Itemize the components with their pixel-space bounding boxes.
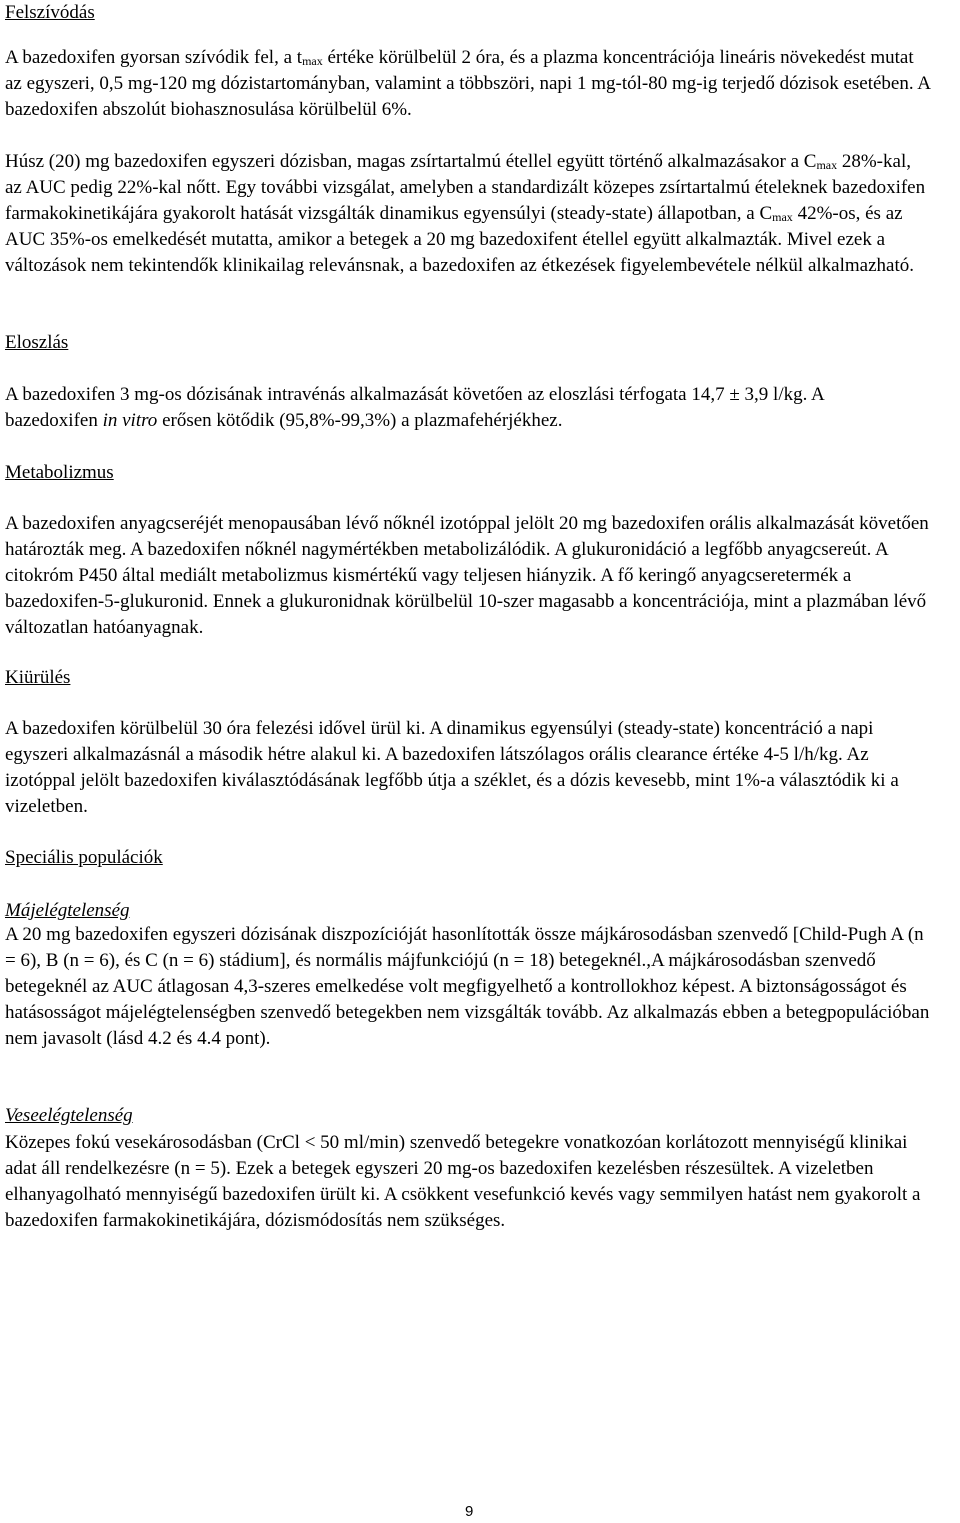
distribution-text-b: erősen kötődik (95,8%-99,3%) a plazmafehérjékhez. [157, 410, 563, 431]
cmax-subscript-2: max [772, 210, 793, 224]
absorption-paragraph-1 [5, 45, 930, 123]
heading-distribution: Eloszlás [5, 332, 69, 353]
distribution-text-a: A bazedoxifen 3 mg-os dózisának intravénás alkalmazását követően az eloszlási térfogata 14,7 ± 3,9 l/kg. A bazedoxifen [5, 384, 824, 431]
absorption-p1-text-b: értéke körülbelül 2 óra, és a plazma koncentrációja lineáris növekedést mutat az egyszeri, 0,5 mg-120 mg dózistartományban, valamint a többszöri, napi 1 mg-tól-80 mg-ig terjedő dózisok esetében. A bazedoxifen abszolút biohasznosulása körülbelül 6%. [5, 47, 930, 120]
metabolism-paragraph: A bazedoxifen anyagcseréjét menopausában lévő nőknél izotóppal jelölt 20 mg bazedoxifen orális alkalmazását követően határozták meg. A bazedoxifen nőknél nagymértékben metabolizálódik. A glukuronidáció a legfőbb anyagcsereút. A citokróm P450 által mediált metabolizmus kismértékű vagy teljesen hiányzik. A fő keringő anyagcseretermék a bazedoxifen-5-glukuronid. Ennek a glukuronidnak körülbelül 10-szer magasabb a koncentrációja, mint a plazmában lévő változatlan hatóanyagnak. [5, 513, 929, 638]
distribution-paragraph [5, 382, 865, 434]
subheading-renal: Veseelégtelenség [5, 1105, 133, 1126]
cmax-subscript-1: max [816, 158, 838, 172]
absorption-p2-text-a: Húsz (20) mg bazedoxifen egyszeri dózisban, magas zsírtartalmú étellel együtt történő alkalmazásakor a C [5, 151, 817, 172]
tmax-subscript: max [302, 54, 323, 68]
page-number: 9 [465, 1503, 474, 1520]
renal-paragraph: Közepes fokú vesekárosodásban (CrCl < 50 ml/min) szenvedő betegekre vonatkozóan korlátozott mennyiségű klinikai adat áll rendelkezésre (n = 5). Ezek a betegek egyszeri 20 mg-os bazedoxifen kezelésben részesültek. A vizeletben elhanyagolható mennyiségű bazedoxifen ürült ki. A csökkent vesefunkció kevés vagy semmilyen hatást nem gyakorolt a bazedoxifen farmakokinetikájára, dózismódosítás nem szükséges. [5, 1132, 921, 1231]
absorption-p2-text-c: 42%-os, és az AUC 35%-os emelkedését mutatta, amikor a betegek a 20 mg bazedoxifent étellel együtt alkalmazták. Mivel ezek a változások nem tekintendők klinikailag relevánsnak, a bazedoxifen az étkezések figyelembevétele nélkül alkalmazható. [5, 203, 914, 276]
heading-absorption: Felszívódás [5, 2, 95, 23]
in-vitro-italic: in vitro [102, 410, 158, 431]
heading-metabolism: Metabolizmus [5, 462, 114, 483]
hepatic-paragraph: A 20 mg bazedoxifen egyszeri dózisának diszpozícióját hasonlították össze májkárosodásban szenvedő [Child-Pugh A (n = 6), B (n = 6), és C (n = 6) stádium], és normális májfunkciójú (n = 18) betegeknél.,A májkárosodásban szenvedő betegeknél az AUC átlagosan 4,3-szeres emelkedése volt megfigyelhető a kontrollokhoz képest. A biztonságosságot és hatásosságot májelégtelenségben szenvedő betegekben nem vizsgálták tovább. Az alkalmazás ebben a betegpopulációban nem javasolt (lásd 4.2 és 4.4 pont). [5, 924, 930, 1049]
heading-special-populations: Speciális populációk [5, 847, 163, 868]
subheading-hepatic: Májelégtelenség [5, 900, 130, 921]
absorption-p2-text-b: 28%-kal, az AUC pedig 22%-kal nőtt. Egy további vizsgálat, amelyben a standardizált közepes zsírtartalmú ételeknek bazedoxifen farmakokinetikájára gyakorolt hatását vizsgálták dinamikus egyensúlyi (steady-state) állapotban, a C [5, 151, 926, 224]
absorption-p1-text-a: A bazedoxifen gyorsan szívódik fel, a t [5, 47, 303, 68]
absorption-paragraph-2 [5, 149, 930, 279]
elimination-paragraph: A bazedoxifen körülbelül 30 óra felezési idővel ürül ki. A dinamikus egyensúlyi (steady-state) koncentráció a napi egyszeri alkalmazásnál a második hétre alakul ki. A bazedoxifen látszólagos orális clearance értéke 4-5 l/h/kg. Az izotóppal jelölt bazedoxifen kiválasztódásának legfőbb útja a széklet, és a dózis kevesebb, mint 1%-a választódik ki a vizeletben. [5, 718, 899, 817]
heading-elimination: Kiürülés [5, 667, 71, 688]
